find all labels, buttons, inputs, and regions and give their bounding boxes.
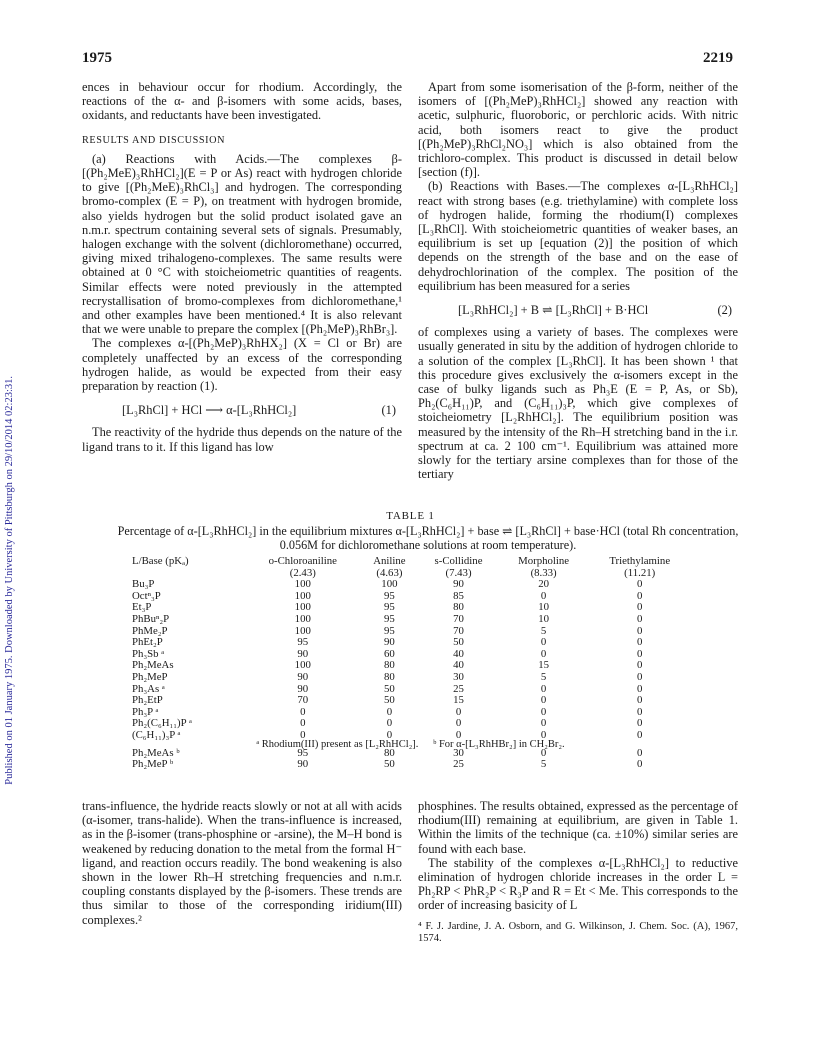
table-row <box>132 637 692 649</box>
table-cell-value: 0 <box>637 589 643 602</box>
results-paragraph: phosphines. The results obtained, expressed as the percentage of rhodium(III) remaining at equilibrium, are given in Table 1. Within the limits of the technique (ca. ±10%) similar series are found with each base. <box>418 799 738 856</box>
table-pka-row <box>132 568 692 580</box>
table-cell-ligand: Ph₂MeP <box>132 670 168 683</box>
equation-2-number: (2) <box>717 303 732 318</box>
table-cell-ligand: Ph₂MeAs ᵇ <box>132 746 180 759</box>
table-cell-value: 95 <box>384 624 395 637</box>
table-row <box>132 591 692 603</box>
table-cell-value: 90 <box>297 647 309 660</box>
table-cell-ligand: Octⁿ₃P <box>132 589 161 602</box>
page-year: 1975 <box>82 50 112 66</box>
table-cell-value: 30 <box>453 670 464 683</box>
table-cell-value: 20 <box>538 578 549 591</box>
table-cell-value: 0 <box>637 578 643 591</box>
table-cell-value: 0 <box>300 728 306 741</box>
table-header-base: Aniline <box>373 555 406 567</box>
table-pka: (8.33) <box>530 566 557 579</box>
table-row <box>132 718 692 730</box>
page-number: 2219 <box>703 50 733 66</box>
download-notice <box>2 140 16 1020</box>
table-cell-value: 0 <box>637 746 643 759</box>
trans-influence-paragraph: trans-influence, the hydride reacts slowly or not at all with acids (α-isomer, trans-halide). When the trans-influence is increased, as in the β-isomer (trans-phosphine or -arsine), the M–H bond is weakened by reducing donation to the metal from the formal H⁻ ligand, and reaction occurs readily. The bond weakening is also shown in the lower Rh–H stretching frequencies and n.m.r. coupling constants displayed by the β-isomers. These trends are thus similar to those of the corresponding iridium(III) complexes.² <box>82 799 402 927</box>
table-row <box>132 684 692 696</box>
intro-paragraph: ences in behaviour occur for rhodium. Accordingly, the reactions of the α- and β-isomers with some acids, bases, oxidants, and reductants have been investigated. <box>82 80 402 123</box>
table-cell-value: 0 <box>300 717 306 730</box>
table-cell-value: 100 <box>294 589 311 602</box>
left-column-top <box>82 80 402 454</box>
table-cell-value: 100 <box>294 659 311 672</box>
table-row <box>132 660 692 672</box>
table-cell-value: 100 <box>381 578 398 591</box>
table-row <box>132 579 692 591</box>
table-cell-value: 0 <box>637 682 643 695</box>
table-cell-value: 0 <box>540 705 547 718</box>
table-footnote-a: ᵃ Rhodium(III) present as [L₂RhHCl₂]. <box>256 739 419 750</box>
table-cell-value: 50 <box>453 636 464 649</box>
table-cell-value: 70 <box>297 694 309 707</box>
table-header-row <box>132 556 692 568</box>
table-cell-value: 0 <box>540 636 547 649</box>
table-footnotes <box>0 739 821 750</box>
equation-1-number: (1) <box>381 403 396 418</box>
table-cell-value: 100 <box>294 601 311 614</box>
alpha-complexes-paragraph: The complexes α-[(Ph₂MeP)₃RhHX₂] (X = Cl or Br) are completely unaffected by an excess of the corresponding hydrogen halide, as would be expected from their easy preparation by reaction (1). <box>82 336 402 394</box>
table-cell-ligand: PhMe₂P <box>132 624 168 637</box>
table-cell-ligand: Ph₂MeP ᵇ <box>132 758 174 771</box>
download-notice-text: Published on 01 January 1975. Downloaded by University of Pittsburgh on 29/10/2014 02:23:31. <box>3 375 15 785</box>
table-cell-value: 0 <box>540 717 547 730</box>
table-cell-value: 90 <box>297 682 309 695</box>
table-header-ligand: L/Base (pKₐ) <box>132 555 189 567</box>
table-cell-value: 85 <box>453 589 464 602</box>
table-cell-value: 70 <box>453 624 464 637</box>
table-cell-value: 90 <box>453 578 464 591</box>
table-header-base: s-Collidine <box>434 555 483 567</box>
equation-1 <box>82 403 402 417</box>
table-cell-value: 95 <box>384 601 395 614</box>
table-cell-value: 0 <box>455 705 462 718</box>
table-cell-value: 25 <box>453 682 464 695</box>
table-cell-ligand: Bu₃P <box>132 578 155 591</box>
table-cell-ligand: Ph₂EtP <box>132 694 163 707</box>
table-cell-value: 0 <box>637 694 643 707</box>
equation-2 <box>418 303 738 317</box>
table-pka: (7.43) <box>445 566 472 579</box>
table-cell-value: 10 <box>538 601 549 614</box>
table-row <box>132 649 692 661</box>
table-cell-value: 0 <box>455 717 462 730</box>
table-title: TABLE 1 <box>386 510 435 522</box>
left-column-bottom <box>82 799 402 927</box>
table-cell-value: 0 <box>386 705 393 718</box>
table-cell-value: 90 <box>384 636 395 649</box>
table-cell-value: 70 <box>453 612 464 625</box>
table-cell-ligand: (C₆H₁₁)₃P ᵃ <box>132 728 181 741</box>
section-heading: RESULTS AND DISCUSSION <box>82 134 226 146</box>
table-cell-value: 0 <box>540 589 547 602</box>
table-cell-value: 0 <box>637 758 643 771</box>
table-cell-value: 95 <box>384 589 395 602</box>
table-header-base: o-Chloroaniline <box>268 555 337 567</box>
table-row <box>132 626 692 638</box>
table-cell-value: 0 <box>637 717 643 730</box>
table-cell-value: 50 <box>384 758 395 771</box>
reference-footnote: ⁴ F. J. Jardine, J. A. Osborn, and G. Wilkinson, J. Chem. Soc. (A), 1967, 1574. <box>418 920 738 944</box>
table-row <box>132 614 692 626</box>
acids-paragraph: (a) Reactions with Acids.—The complexes β-[(Ph₂MeE)₃RhHCl₂](E = P or As) react with hydrogen chloride to give [(Ph₂MeE)₃RhCl₃] and hydrogen. The corresponding bromo-complex (E = P), on treatment with hydrogen bromide, also yields hydrogen but the solid product isolated gave an n.m.r. spectrum containing several sets of signals. Presumably, halogen exchange with the solvent (dichloromethane) occurred, giving mixed trihalogeno-complexes. The same results were obtained at 0 °C with stoicheiometric quantities of reagents. Similar effects were noted previously in the attempted recrystallisation of bromo-complexes from dichloromethane,¹ and other examples have been mentioned.⁴ It is also relevant that we were unable to prepare the complex [(Ph₂MeP)₃RhBr₃]. <box>82 151 402 337</box>
table-pka: (2.43) <box>289 566 316 579</box>
table-cell-ligand: Ph₃P ᵃ <box>132 705 159 718</box>
table-footnote-b: ᵇ For α-[L₃RhHBr₂] in CH₂Br₂. <box>433 739 565 750</box>
table-cell-ligand: Ph₃As ᵃ <box>132 682 165 695</box>
table-row <box>132 759 692 771</box>
table-cell-value: 80 <box>384 659 395 672</box>
table-cell-value: 15 <box>538 659 549 672</box>
stability-paragraph: The stability of the complexes α-[L₃RhHCl₂] to reductive elimination of hydrogen chloride increases in the order L = Ph₂RP < PhR₂P < R₃P and R = Et < Me. This corresponds to the order of increasing basicity of L <box>418 855 738 913</box>
table-cell-value: 0 <box>637 601 643 614</box>
table-cell-ligand: Ph₂MeAs <box>132 659 174 672</box>
table-cell-value: 25 <box>453 758 464 771</box>
table-cell-value: 0 <box>540 647 547 660</box>
table-cell-value: 0 <box>540 694 547 707</box>
table-cell-value: 90 <box>297 670 309 683</box>
equation-1-text: [L₃RhCl] + HCl ⟶ α-[L₃RhHCl₂] <box>122 403 297 418</box>
table-cell-value: 0 <box>386 728 393 741</box>
table-cell-ligand: Ph₂(C₆H₁₁)P ᵃ <box>132 717 192 730</box>
equation-2-text: [L₃RhHCl₂] + B ⇌ [L₃RhCl] + B·HCl <box>458 303 649 318</box>
table-cell-value: 50 <box>384 682 395 695</box>
table-cell-value: 30 <box>453 746 464 759</box>
table-cell-value: 0 <box>637 624 643 637</box>
table-pka: (11.21) <box>624 566 656 579</box>
table-cell-value: 100 <box>294 612 311 625</box>
table-row <box>132 602 692 614</box>
bases-paragraph: (b) Reactions with Bases.—The complexes α-[L₃RhHCl₂] react with strong bases (e.g. triethylamine) with complete loss of hydrogen halide, forming the rhodium(I) complexes [L₃RhCl]. With stoicheiometric quantities of weaker bases, an equilibrium is set up [equation (2)] the position of which depends on the strength of the base and on the ease of dehydrochlorination of the complex. The position of the equilibrium has been measured for a series <box>418 179 738 293</box>
table-cell-value: 0 <box>637 612 643 625</box>
complexes-paragraph: of complexes using a variety of bases. The complexes were usually generated in situ by the addition of hydrogen chloride to a solution of the complex [L₃RhCl]. It has been shown ¹ that this procedure gives exclusively the α-isomers except in the case of bulky ligands such as Ph₃E (E = P, As, or Sb), Ph₂(C₆H₁₁)P, and (C₆H₁₁)₃P, which give complexes of stoicheiometry [L₂RhHCl₂]. The equilibrium position was measured by the intensity of the Rh–H stretching band in the i.r. spectrum at ca. 2 100 cm⁻¹. Equilibrium was attained more slowly for the tertiary arsine complexes than for those of the tertiary <box>418 325 738 482</box>
table-cell-ligand: Ph₃Sb ᵃ <box>132 647 165 660</box>
table-cell-ligand: PhBuⁿ₂P <box>132 612 170 625</box>
table-cell-value: 0 <box>540 682 547 695</box>
table-header-base: Morpholine <box>518 555 570 567</box>
table-cell-value: 0 <box>386 717 393 730</box>
table-cell-value: 5 <box>540 670 547 683</box>
table-row <box>132 707 692 719</box>
table-row <box>132 672 692 684</box>
table-cell-value: 0 <box>637 659 643 672</box>
table-cell-value: 95 <box>384 612 395 625</box>
table-cell-value: 0 <box>637 670 643 683</box>
table-cell-ligand: PhEt₂P <box>132 636 163 649</box>
table-header-base: Triethylamine <box>609 555 671 567</box>
table-cell-value: 0 <box>300 705 306 718</box>
table-caption: Percentage of α-[L₃RhHCl₂] in the equilibrium mixtures α-[L₃RhHCl₂] + base ⇌ [L₃RhCl] + base·HCl (total Rh concentration, 0.056M for dichloromethane solutions at room temperature). <box>117 524 739 552</box>
table-cell-value: 0 <box>637 728 643 741</box>
table-cell-value: 5 <box>540 624 547 637</box>
table-cell-value: 0 <box>540 746 547 759</box>
table-cell-value: 40 <box>453 659 464 672</box>
table-cell-value: 100 <box>294 578 311 591</box>
table-cell-value: 80 <box>384 670 395 683</box>
right-column-top <box>418 80 738 481</box>
table-cell-value: 95 <box>297 636 309 649</box>
table-cell-value: 40 <box>453 647 464 660</box>
table-cell-value: 0 <box>540 728 547 741</box>
table-cell-value: 5 <box>540 758 547 771</box>
table-cell-value: 50 <box>384 694 395 707</box>
table-cell-value: 80 <box>453 601 464 614</box>
table-cell-value: 95 <box>297 746 309 759</box>
table-cell-value: 0 <box>637 636 643 649</box>
table-cell-ligand: Et₃P <box>132 601 152 614</box>
table-row <box>132 695 692 707</box>
table-cell-value: 0 <box>637 647 643 660</box>
table-cell-value: 10 <box>538 612 549 625</box>
table-cell-value: 100 <box>294 624 311 637</box>
right-column-bottom <box>418 799 738 945</box>
isomerisation-paragraph: Apart from some isomerisation of the β-form, neither of the isomers of [(Ph₂MeP)₃RhHCl₂] showed any reaction with acetic, sulphuric, fluoroboric, or perchloric acids. With nitric acid, both isomers react to give the product [(Ph₂MeP)₃RhCl₂NO₃] which is also obtained from the trichloro-complex. This product is discussed in detail below [section (f)]. <box>418 80 738 180</box>
reactivity-paragraph: The reactivity of the hydride thus depends on the nature of the ligand trans to it. If this ligand has low <box>82 425 402 454</box>
table-cell-value: 60 <box>384 647 395 660</box>
table-cell-value: 0 <box>637 705 643 718</box>
table-cell-value: 90 <box>297 758 309 771</box>
table-pka: (4.63) <box>376 566 403 579</box>
table-cell-value: 0 <box>455 728 462 741</box>
table-cell-value: 80 <box>384 746 395 759</box>
table-cell-value: 15 <box>453 694 464 707</box>
